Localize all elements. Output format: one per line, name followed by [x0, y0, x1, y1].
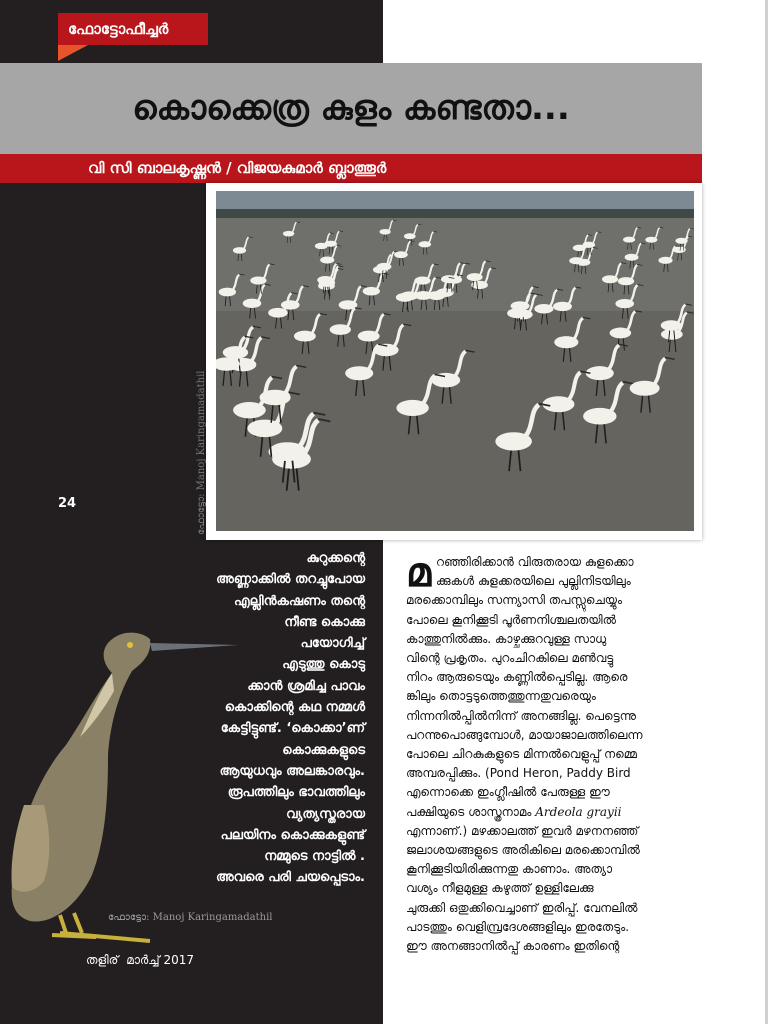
body-line: മരക്കൊമ്പിലും സന്ന്യാസി തപസ്സുചെയ്യും: [406, 593, 623, 608]
body-line: ജലാശയങ്ങളുടെ അരികിലെ മരക്കൊമ്പിൽ: [406, 843, 640, 858]
intro-line: കുറുക്കന്റെ: [306, 551, 365, 566]
photo-credit-heron: ഫോട്ടോ: Manoj Karingamadathil: [108, 912, 273, 923]
intro-line: നീണ്ട കൊക്കു: [284, 614, 365, 630]
scientific-name: Ardeola grayii: [535, 804, 622, 819]
egrets-photo-frame: [206, 183, 702, 540]
intro-line: കൊക്കുകളുടെ: [282, 742, 365, 758]
pond-heron-photo: [0, 625, 240, 945]
body-line: എന്നാണ്.) മഴക്കാലത്ത് ഇവർ മഴനനഞ്ഞ്: [406, 823, 639, 838]
body-line: ക്കുകൾ കുളക്കരയിലെ പുല്ലിനിടയിലും: [436, 574, 631, 589]
intro-line: അണ്ണാക്കിൽ തറച്ചുപോയ: [216, 572, 365, 588]
article-body-lines: [406, 550, 706, 956]
article-title: കൊക്കെത്ര കുളം കണ്ടതാ...: [132, 88, 570, 128]
footer: [86, 953, 194, 968]
drop-cap: മ: [406, 550, 432, 596]
body-line: അമ്പരപ്പിക്കും. (Pond Heron, Paddy Bird: [406, 766, 631, 781]
body-line: പറന്നുപൊങ്ങുമ്പോൾ, മായാജാലത്തിലെന്ന: [406, 727, 643, 742]
body-line: റഞ്ഞിരിക്കാൻ വിരുതരായ കുളക്കൊ: [436, 555, 634, 569]
intro-line: എല്ലിൻകഷണം തന്റെ: [234, 593, 365, 609]
body-line: ഈ അനങ്ങാനിൽപ്പ് കാരണം ഇതിന്റെ: [406, 939, 620, 954]
intro-line: കൊക്കിന്റെ കഥ നമ്മൾ: [224, 700, 365, 716]
title-band: [0, 63, 702, 154]
body-line: ചുരുക്കി ഒതുക്കിവെച്ചാണ് ഇരിപ്പ്. വേനലിൽ: [406, 900, 638, 915]
body-line: പോലെ കൂനിക്കൂടി പൂർണനിശ്ചലതയിൽ: [406, 612, 617, 627]
body-line: പോലെ ചിറകുകളുടെ മിന്നൽവെളുപ്പ് നമ്മെ: [406, 747, 637, 762]
body-line: വിന്റെ പ്രകൃതം. പുറംചിറകിലെ മൺവട്ടു: [406, 651, 614, 666]
article-body: [406, 550, 706, 956]
photo-credit-main: ഫോട്ടോ: Manoj Karingamadathil: [196, 370, 207, 535]
body-line: കാത്തുനിൽക്കും. കാഴ്ചക്കുറവുള്ള സാധു: [406, 631, 607, 646]
intro-line: ആയുധവും അലങ്കാരവും.: [219, 763, 365, 779]
pond-heron-illustration: [0, 625, 240, 945]
intro-line: എടുത്തു കൊടു: [282, 657, 365, 673]
body-line: ങ്കിലും തൊട്ടടുത്തെത്തുന്നതുവരെയും: [406, 689, 596, 704]
page-number: 24: [58, 496, 77, 511]
body-line: പാടത്തും വെളിമ്പ്രദേശങ്ങളിലും ഇരതേടും.: [406, 919, 630, 934]
intro-line: പലയിനം കൊക്കുകളുണ്ട്: [220, 827, 365, 843]
egrets-photo: [216, 191, 694, 531]
intro-line: രൂപത്തിലും ഭാവത്തിലും: [227, 785, 365, 801]
intro-line: അവരെ പരി ചയപ്പെടാം.: [215, 870, 365, 886]
footer-magazine: തളിര്: [86, 953, 119, 967]
intro-line: കേട്ടിട്ടുണ്ട്. ‘കൊക്കാ’ണ്: [220, 721, 365, 737]
byline: വി സി ബാലകൃഷ്ണൻ / വിജയകുമാർ ബ്ലാത്തൂർ: [88, 159, 387, 177]
body-line: നിറം ആരുടെയും കണ്ണിൽപ്പെടില്ല. ആരെ: [406, 670, 628, 685]
body-line: നിന്നനിൽപ്പിൽനിന്ന് അനങ്ങില്ല. പെട്ടെന്നു: [406, 708, 637, 723]
body-line: കൂനിക്കൂടിയിരിക്കുന്നതു കാണാം. അത്യാ: [406, 862, 613, 877]
intro-line: നമ്മുടെ നാട്ടിൽ .: [264, 849, 365, 865]
section-tag-notch: [58, 45, 88, 61]
footer-issue: മാർച്ച് 2017: [126, 953, 194, 967]
intro-line: പയോഗിച്ച്: [300, 636, 365, 652]
body-line: എന്നൊക്കെ ഇംഗ്ലീഷിൽ പേരുള്ള ഈ: [406, 785, 610, 800]
intro-line: ക്കാൻ ശ്രമിച്ച പാവം: [247, 678, 365, 694]
intro-line: വ്യത്യസ്തരായ: [286, 806, 365, 822]
egrets-photo-illustration: [216, 191, 694, 531]
section-tag: ഫോട്ടോഫീച്ചർ: [58, 13, 208, 45]
byline-band: [0, 154, 702, 183]
body-line: വശ്യം നീളമുള്ള കഴുത്ത് ഉള്ളിലേക്കു: [406, 881, 594, 896]
body-line: പക്ഷിയുടെ ശാസ്ത്രനാമം Ardeola grayii: [406, 804, 622, 819]
